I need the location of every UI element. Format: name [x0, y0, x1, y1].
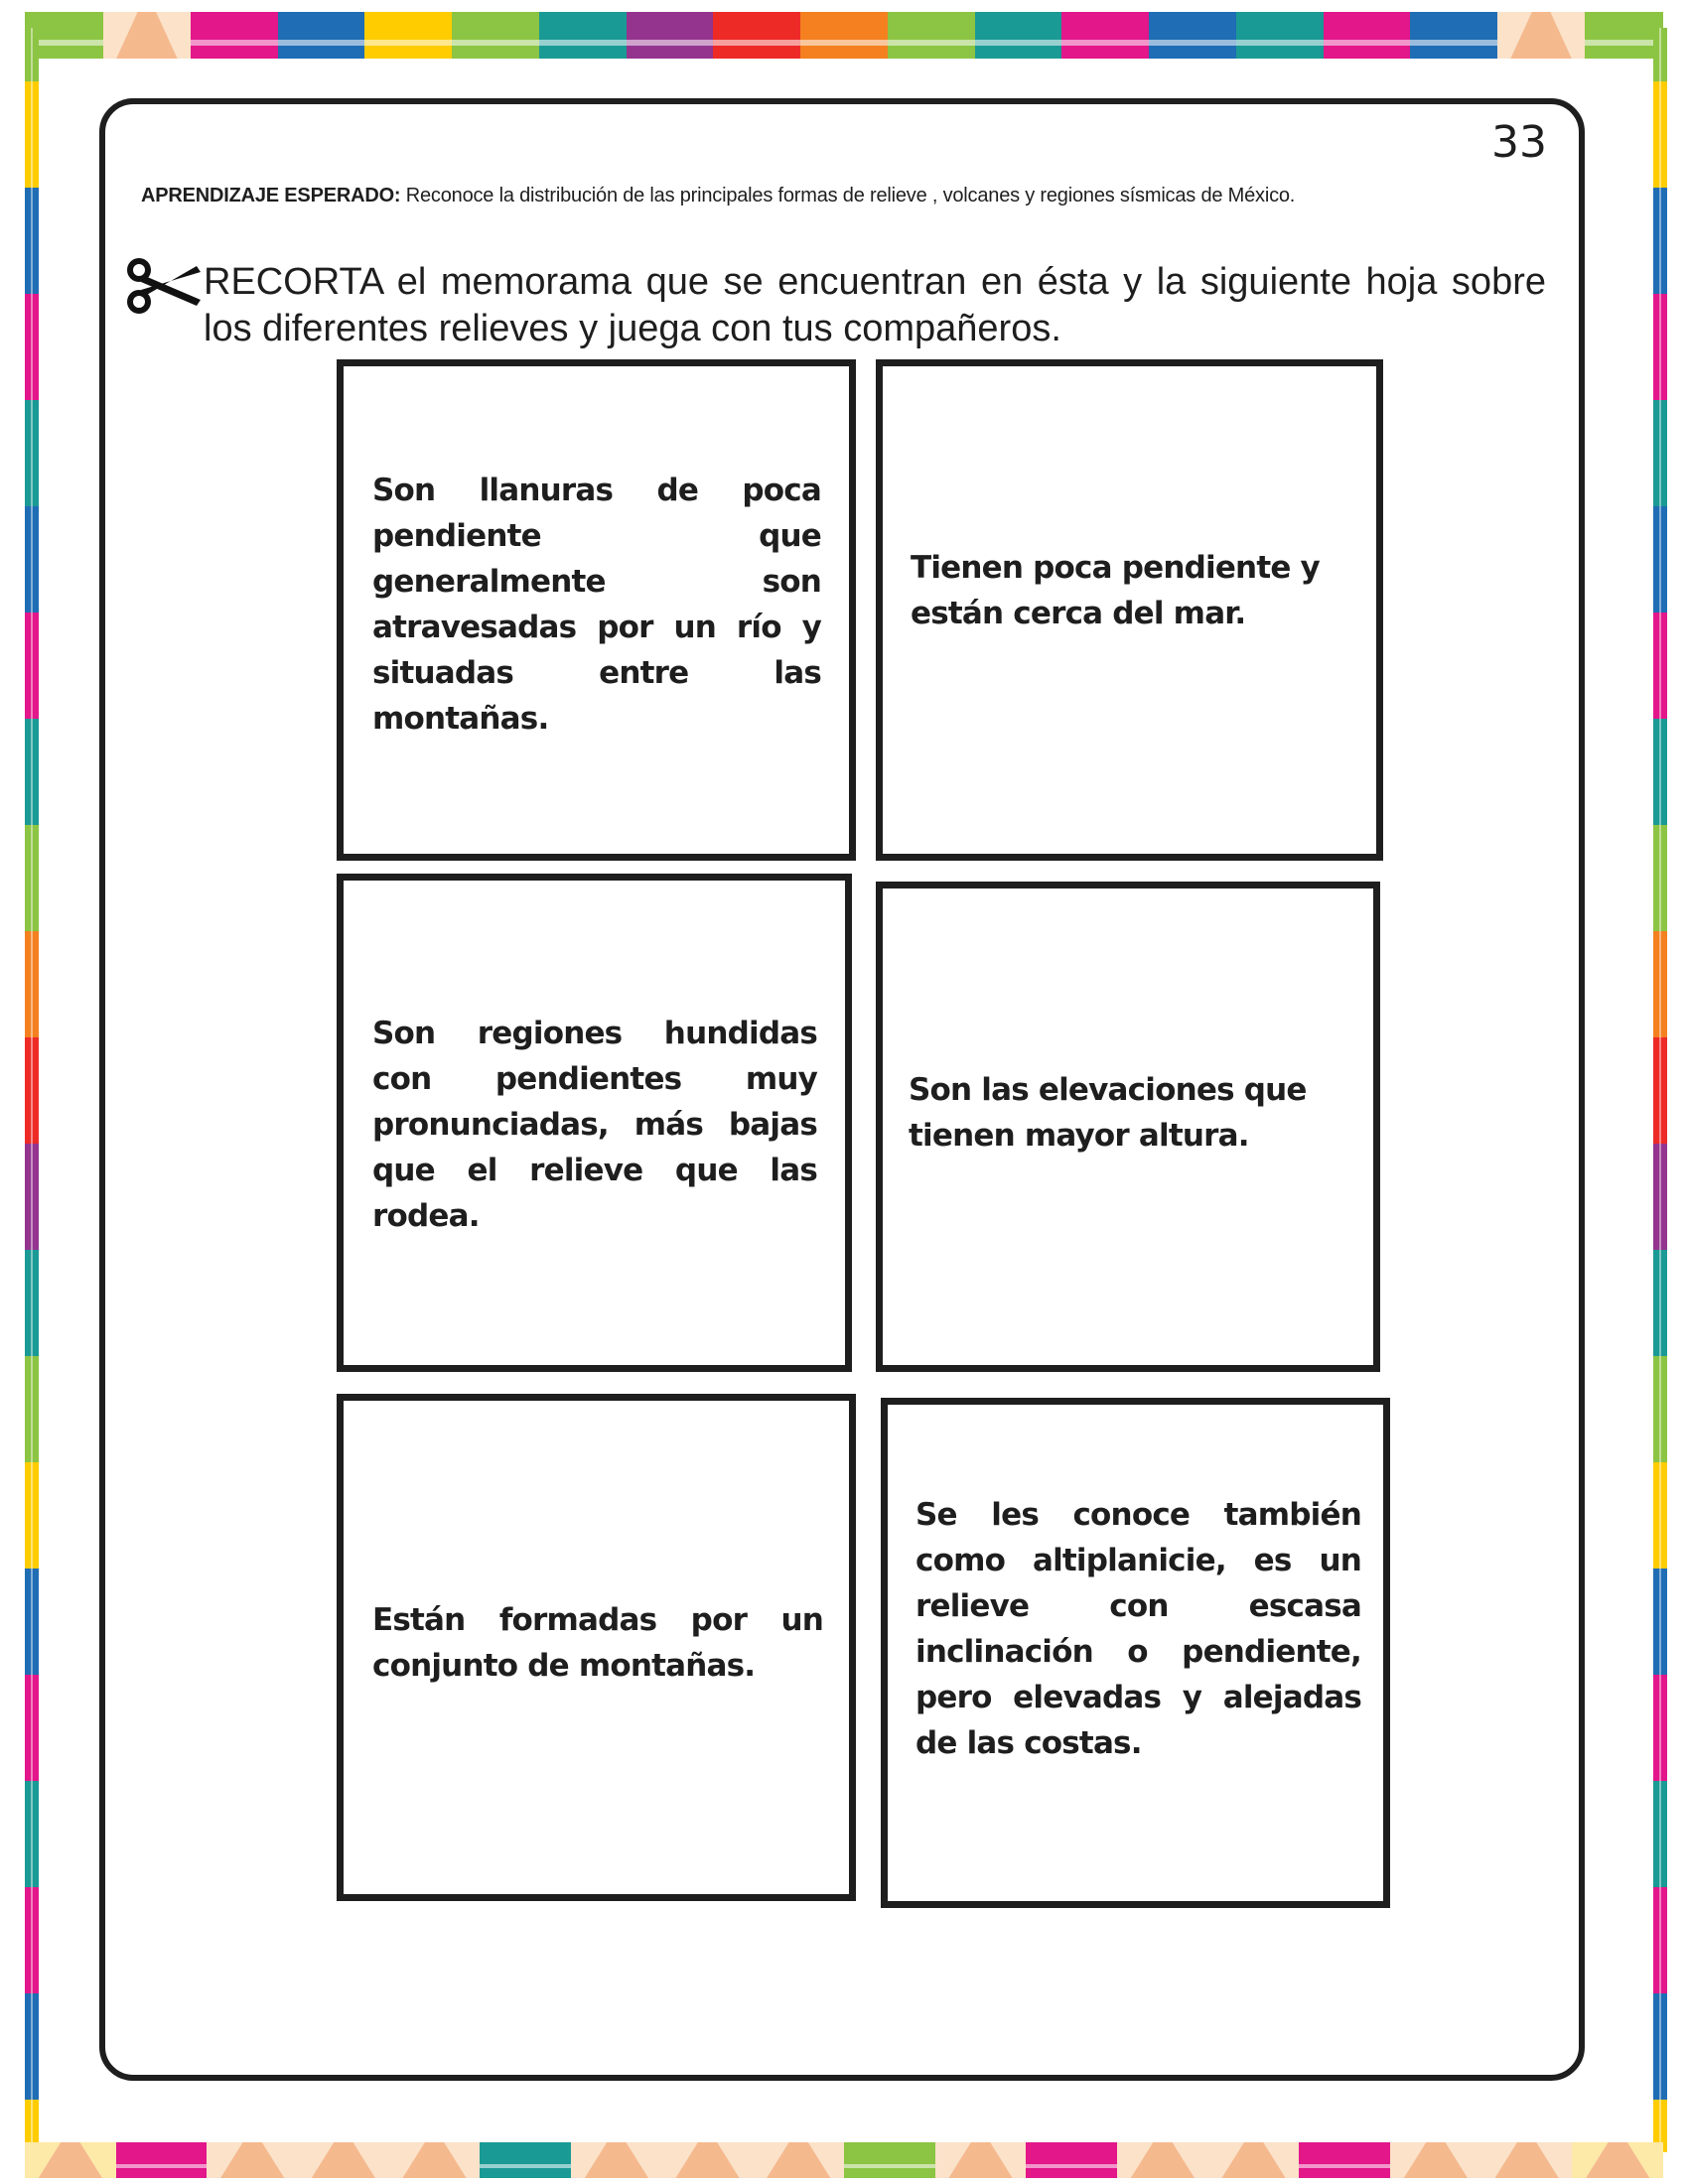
memorama-card[interactable]	[337, 1394, 856, 1901]
pencil-tip	[1497, 12, 1585, 59]
pencil-blue	[1149, 12, 1236, 59]
card-text: Son las elevaciones que tienen mayor altura.	[909, 1072, 1307, 1154]
memorama-card[interactable]	[881, 1398, 1390, 1908]
pencil-blue	[278, 12, 365, 59]
pencil-green	[1585, 12, 1663, 59]
memorama-card[interactable]	[876, 882, 1380, 1372]
pencil-yellow	[364, 12, 452, 59]
learning-objective-text: Reconoce la distribución de las principales formas de relieve , volcanes y regiones sísmicas de México.	[400, 185, 1296, 206]
pencil-tip	[103, 12, 191, 59]
learning-objective-label: APRENDIZAJE ESPERADO:	[141, 185, 401, 206]
pencil-magenta	[1061, 12, 1149, 59]
memorama-card[interactable]	[876, 359, 1383, 861]
pencil-orange	[800, 12, 888, 59]
instructions	[204, 259, 1546, 352]
pencil-magenta	[191, 12, 278, 59]
pencil-magenta	[1324, 12, 1411, 59]
pencil-blue	[1410, 12, 1497, 59]
card-text: Son regiones hundidas con pendientes muy pronunciadas, más bajas que el relieve que las rodea.	[372, 1016, 817, 1234]
card-text: Están formadas por un conjunto de montañas.	[372, 1601, 823, 1684]
instruction-text: el memorama que se encuentran en ésta y la siguiente hoja sobre los diferentes relieves y juega con tus compañeros.	[204, 261, 1546, 349]
pencil-border-bottom	[25, 2142, 1663, 2178]
card-text: Son llanuras de poca pendiente que generalmente son atravesadas por un río y situadas entre las montañas.	[372, 472, 821, 737]
card-text: Tienen poca pendiente y están cerca del mar.	[911, 550, 1320, 631]
pencil-border-left	[25, 28, 39, 2152]
memorama-card[interactable]	[337, 874, 852, 1372]
pencil-border-right	[1653, 28, 1667, 2152]
memorama-card[interactable]	[337, 359, 856, 861]
pencil-red	[713, 12, 800, 59]
page-number: 33	[1491, 117, 1547, 168]
card-text: Se les conoce también como altiplanicie, es un relieve con escasa inclinación o pendiente, pero elevadas y alejadas de las costas.	[915, 1497, 1361, 1761]
instruction-keyword: RECORTA	[204, 261, 383, 303]
pencil-green	[888, 12, 975, 59]
pencil-border-top	[25, 12, 1663, 59]
pencil-green	[452, 12, 539, 59]
pencil-purple	[627, 12, 714, 59]
scissors-icon	[123, 256, 201, 316]
pencil-teal	[539, 12, 627, 59]
learning-objective	[141, 185, 1295, 207]
pencil-teal	[1236, 12, 1324, 59]
pencil-teal	[975, 12, 1062, 59]
